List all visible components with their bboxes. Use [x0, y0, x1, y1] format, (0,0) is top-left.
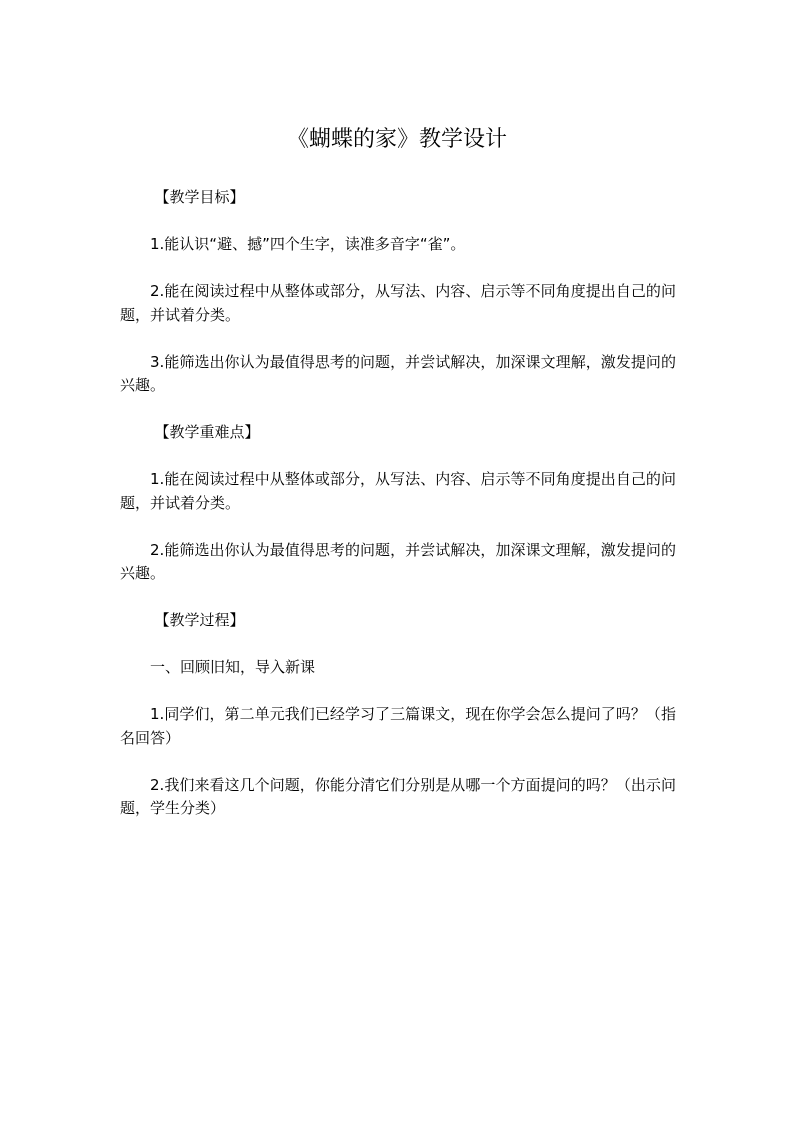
key-point-item: 2.能筛选出你认为最值得思考的问题，并尝试解决，加深课文理解，激发提问的兴趣。: [120, 540, 676, 582]
document-title: 《蝴蝶的家》教学设计: [286, 127, 507, 152]
key-point-item: 1.能在阅读过程中从整体或部分，从写法、内容、启示等不同角度提出自己的问题，并试着分类。: [120, 470, 676, 512]
objective-item: 2.能在阅读过程中从整体或部分，从写法、内容、启示等不同角度提出自己的问题，并试着分类。: [120, 282, 676, 324]
process-item: 2.我们来看这几个问题，你能分清它们分别是从哪一个方面提问的吗？（出示问题，学生分类）: [120, 775, 676, 817]
section-heading-key-points: 【教学重难点】: [154, 423, 260, 441]
process-item: 1.同学们，第二单元我们已经学习了三篇课文，现在你学会怎么提问了吗？（指名回答）: [120, 705, 676, 747]
process-step-heading: 一、回顾旧知，导入新课: [150, 658, 316, 676]
document-body: [120, 186, 676, 844]
objective-item: 3.能筛选出你认为最值得思考的问题，并尝试解决，加深课文理解，激发提问的兴趣。: [120, 352, 676, 394]
section-heading-process: 【教学过程】: [154, 611, 245, 629]
objective-item: 1.能认识“避、撼”四个生字，读准多音字“雀”。: [150, 235, 466, 253]
section-heading-objectives: 【教学目标】: [154, 188, 245, 206]
